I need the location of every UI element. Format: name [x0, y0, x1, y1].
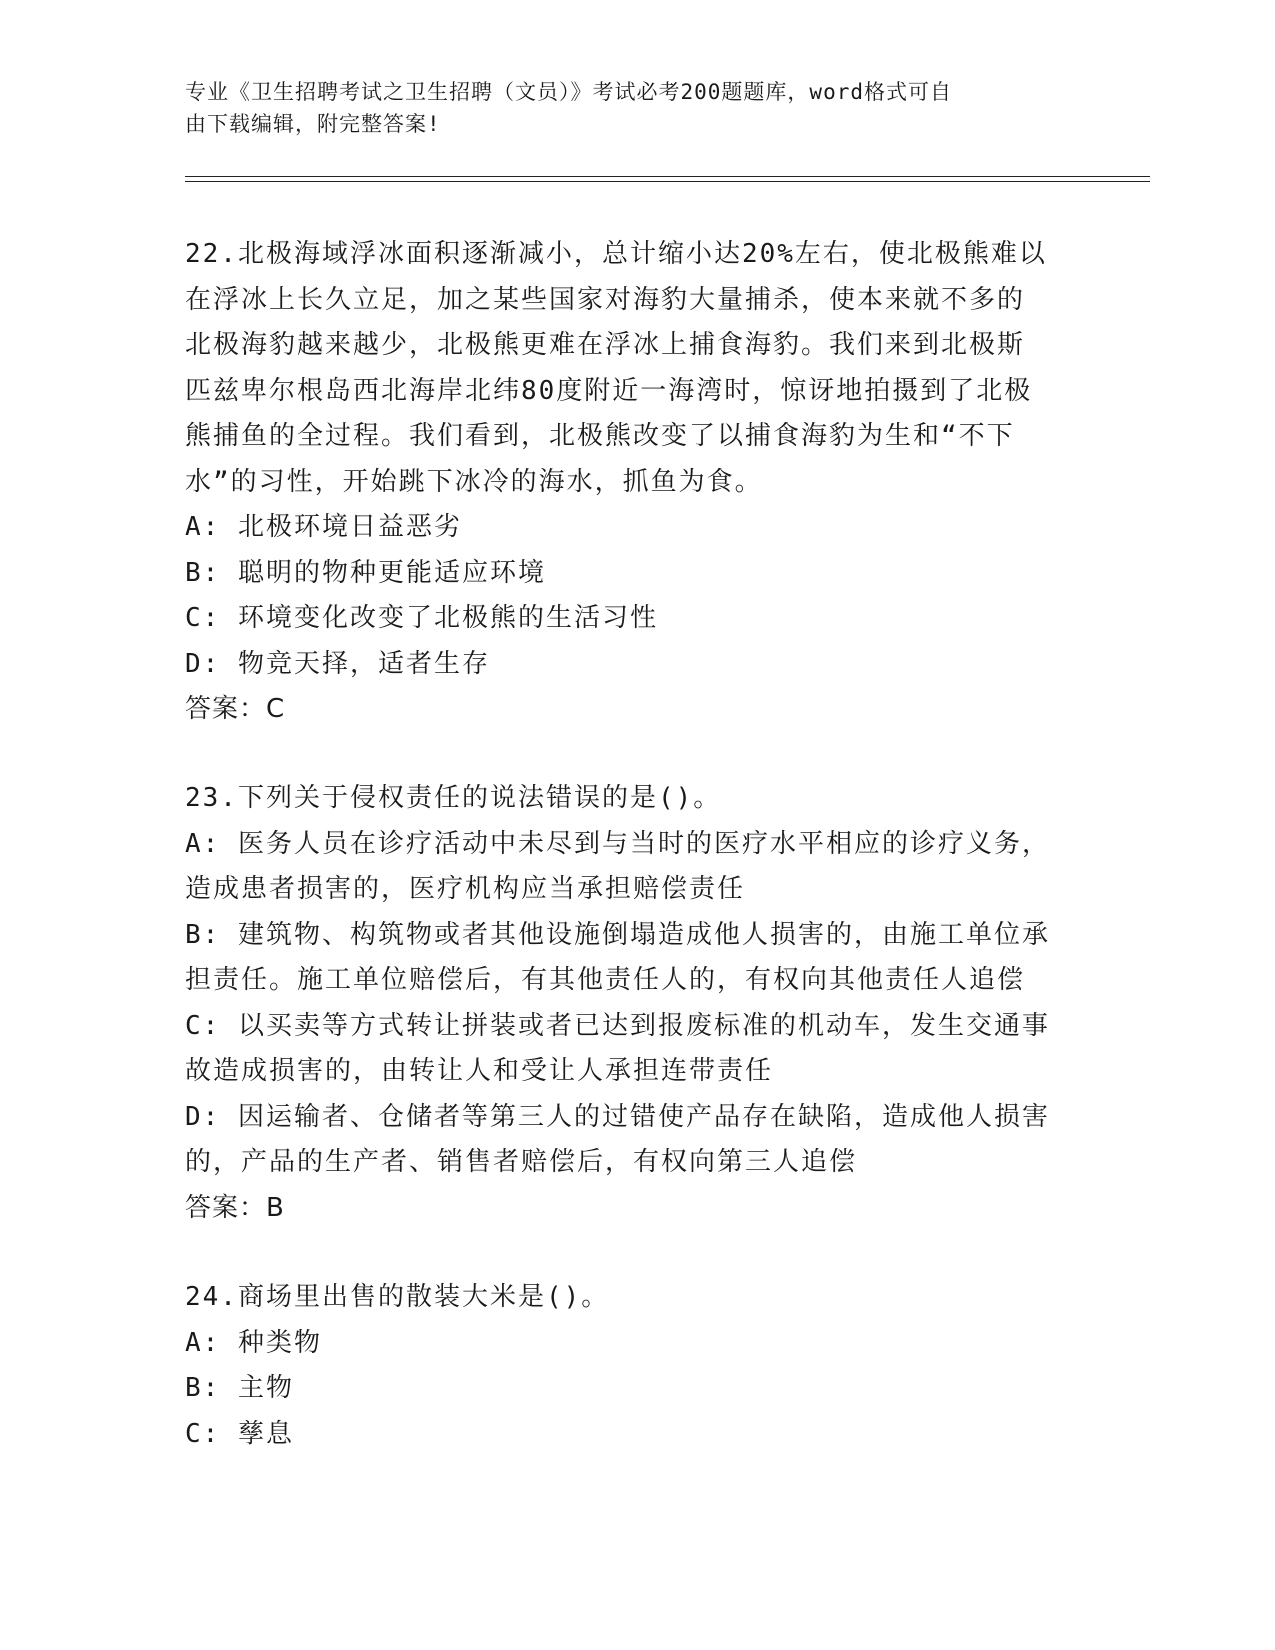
question-stem-line: 水”的习性，开始跳下冰冷的海水，抓鱼为食。 [185, 466, 763, 497]
question-stem-line: 23.下列关于侵权责任的说法错误的是()。 [185, 783, 722, 813]
option-a: A: 种类物 [185, 1327, 322, 1358]
answer-label: 答案：B [185, 1192, 285, 1223]
question-stem-line: 24.商场里出售的散装大米是()。 [185, 1282, 610, 1312]
option-d: D: 物竞天择，适者生存 [185, 648, 490, 679]
option-a: A: 医务人员在诊疗活动中未尽到与当时的医疗水平相应的诊疗义务， [185, 828, 1050, 859]
question-24 [185, 1275, 1065, 1457]
option-c: C: 环境变化改变了北极熊的生活习性 [185, 603, 658, 633]
document-header [185, 76, 1065, 140]
option-b: B: 建筑物、构筑物或者其他设施倒塌造成他人损害的，由施工单位承 [185, 919, 1050, 950]
option-a-continued: 造成患者损害的，医疗机构应当承担赔偿责任 [185, 874, 746, 904]
option-a: A: 北极环境日益恶劣 [185, 512, 462, 542]
option-c: C: 以买卖等方式转让拼装或者已达到报废标准的机动车，发生交通事 [185, 1010, 1050, 1041]
header-line-1: 专业《卫生招聘考试之卫生招聘（文员）》考试必考200题题库，word格式可自 [185, 80, 952, 104]
question-stem-line: 熊捕鱼的全过程。我们看到，北极熊改变了以捕食海豹为生和“不下 [185, 421, 1015, 451]
question-23 [185, 776, 1065, 1231]
question-22 [185, 232, 1065, 733]
question-stem-line: 22.北极海域浮冰面积逐渐减小，总计缩小达20%左右，使北极熊难以 [185, 239, 1047, 269]
answer-label: 答案：C [185, 694, 286, 724]
question-stem-line: 匹兹卑尔根岛西北海岸北纬80度附近一海湾时，惊讶地拍摄到了北极 [185, 375, 1033, 406]
option-d: D: 因运输者、仓储者等第三人的过错使产品存在缺陷，造成他人损害 [185, 1101, 1050, 1132]
option-c: C: 孳息 [185, 1418, 294, 1449]
option-d-continued: 的，产品的生产者、销售者赔偿后，有权向第三人追偿 [185, 1147, 858, 1177]
option-c-continued: 故造成损害的，由转让人和受让人承担连带责任 [185, 1056, 774, 1086]
header-divider-bottom [185, 181, 1150, 182]
option-b: B: 主物 [185, 1373, 294, 1403]
question-stem-line: 在浮冰上长久立足，加之某些国家对海豹大量捕杀，使本来就不多的 [185, 284, 1026, 315]
option-b-continued: 担责任。施工单位赔偿后，有其他责任人的，有权向其他责任人追偿 [185, 965, 1026, 995]
question-stem-line: 北极海豹越来越少，北极熊更难在浮冰上捕食海豹。我们来到北极斯 [185, 330, 1026, 360]
header-line-2: 由下载编辑，附完整答案! [185, 112, 441, 136]
header-divider-top [185, 176, 1150, 177]
option-b: B: 聪明的物种更能适应环境 [185, 557, 546, 588]
